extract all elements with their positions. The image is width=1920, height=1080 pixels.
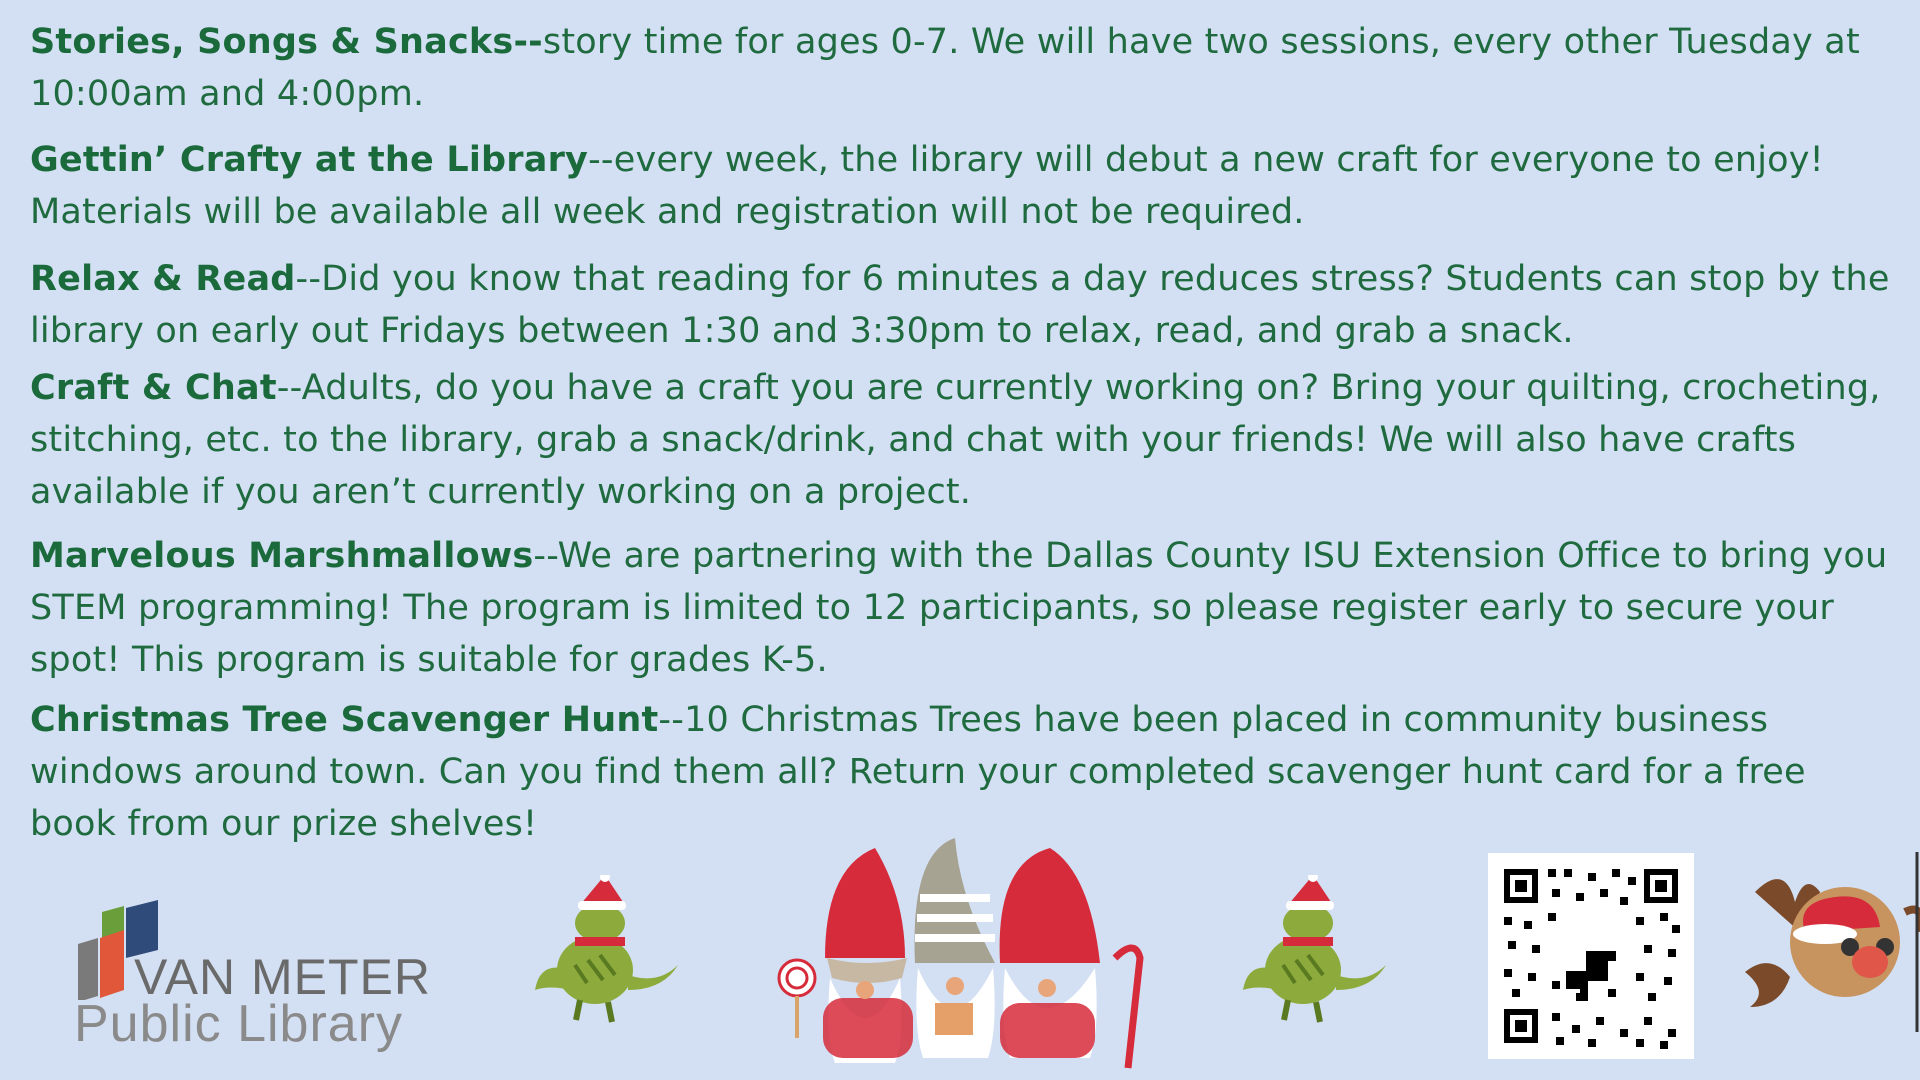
library-logo (74, 900, 454, 1053)
program-name: Relax & Read (30, 259, 296, 299)
dinosaur-santa-hat-icon (530, 875, 680, 1035)
program-christmas-tree-hunt (30, 694, 1900, 850)
program-description: --We are partnering with the Dallas County ISU Extension Office to bring you STEM programming! The program is limited to 12 participants, so please register early to secure your spot! This program is suitable for grades K-5. (30, 536, 1888, 680)
program-name: Gettin’ Crafty at the Library (30, 140, 589, 180)
program-description: story time for ages 0-7. We will have two sessions, every other Tuesday at 10:00am and 4:00pm. (30, 22, 1860, 114)
program-description: --10 Christmas Trees have been placed in community business windows around town. Can you find them all? Return your completed scavenger hunt card for a free book from our prize shelves! (30, 700, 1806, 844)
program-stories-songs-snacks (30, 16, 1900, 120)
library-name: VAN METER (134, 949, 431, 1005)
reindeer-icon (1745, 852, 1920, 1032)
program-description: --Did you know that reading for 6 minutes a day reduces stress? Students can stop by the library on early out Fridays between 1:30 and 3:30pm to relax, read, and grab a snack. (30, 259, 1890, 351)
program-name: Marvelous Marshmallows (30, 536, 534, 576)
program-name: Stories, Songs & Snacks-- (30, 22, 543, 62)
dinosaur-santa-hat-icon-2 (1238, 875, 1388, 1035)
qr-code-icon[interactable] (1488, 853, 1694, 1059)
program-relax-read (30, 253, 1900, 357)
program-craft-chat (30, 362, 1900, 518)
program-gettin-crafty (30, 134, 1900, 238)
program-description: --every week, the library will debut a new craft for everyone to enjoy! Materials will be available all week and registration will not be required. (30, 140, 1824, 232)
program-name: Craft & Chat (30, 368, 277, 408)
program-name: Christmas Tree Scavenger Hunt (30, 700, 659, 740)
library-subtitle: Public Library (74, 995, 404, 1053)
program-marvelous-marshmallows (30, 530, 1900, 686)
program-description: --Adults, do you have a craft you are currently working on? Bring your quilting, crocheting, stitching, etc. to the library, grab a snack/drink, and chat with your friends! We will also have crafts available if you aren’t currently working on a project. (30, 368, 1881, 512)
christmas-gnomes-icon (775, 838, 1155, 1073)
